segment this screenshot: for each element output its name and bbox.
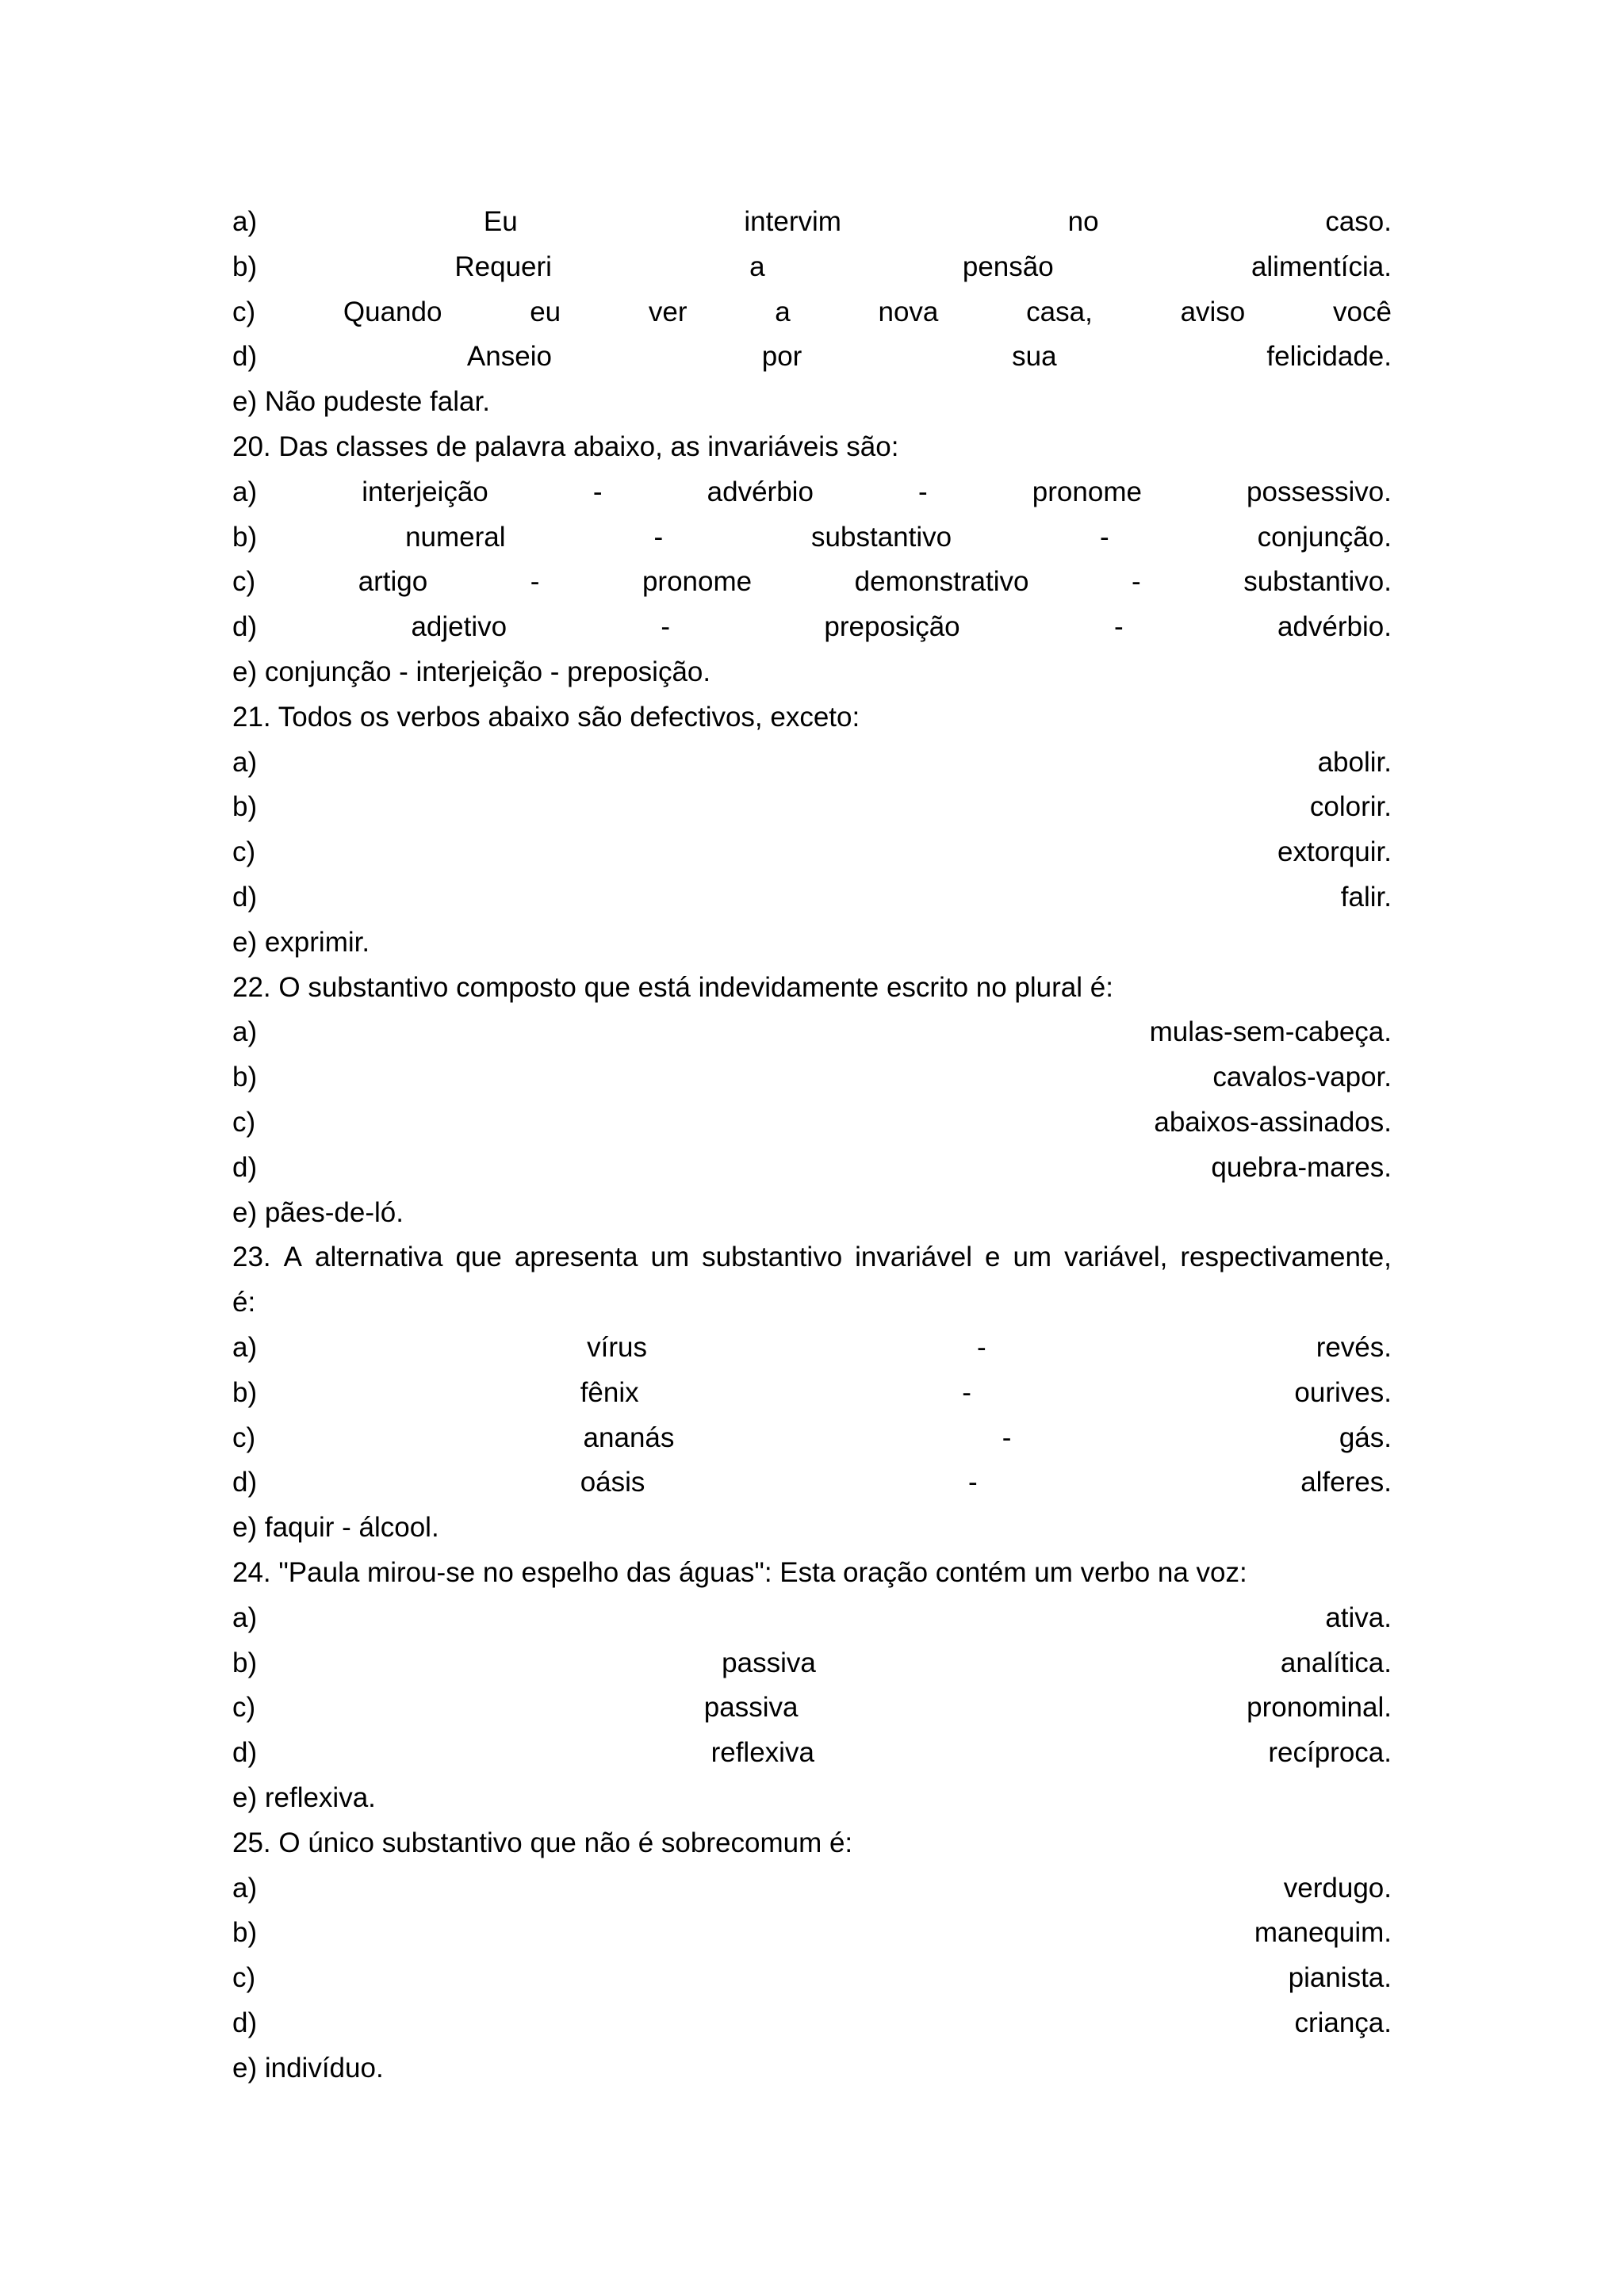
word: - xyxy=(530,566,540,598)
word: pianista. xyxy=(1288,1962,1392,1994)
option-letter: c) xyxy=(232,566,256,598)
option-letter: c) xyxy=(232,296,256,327)
answer-option-line xyxy=(232,1911,1392,1955)
answer-option-line xyxy=(232,1686,1392,1730)
word: abolir. xyxy=(1317,746,1392,778)
word: extorquir. xyxy=(1277,836,1392,868)
word: falir. xyxy=(1340,882,1392,913)
option-letter: c) xyxy=(232,1692,256,1724)
line-text: e) exprimir. xyxy=(232,926,370,958)
word: oásis xyxy=(580,1467,645,1498)
question-text: 20. Das classes de palavra abaixo, as invariáveis são: xyxy=(232,431,899,462)
word: substantivo. xyxy=(1243,566,1392,598)
option-letter: a) xyxy=(232,1332,258,1363)
answer-option-line xyxy=(232,1460,1392,1505)
word: ativa. xyxy=(1325,1601,1392,1633)
answer-option-line xyxy=(232,1596,1392,1640)
word: verdugo. xyxy=(1283,1872,1392,1904)
answer-option-line xyxy=(232,1100,1392,1145)
answer-option-line xyxy=(232,1731,1392,1775)
word: um xyxy=(1013,1242,1052,1273)
word: - xyxy=(967,1467,978,1498)
option-letter: a) xyxy=(232,1601,258,1633)
question-text: 25. O único substantivo que não é sobrecomum é: xyxy=(232,1827,853,1858)
answer-option-line xyxy=(232,200,1392,244)
word: - xyxy=(977,1332,986,1363)
text-line xyxy=(232,920,1392,965)
word: - xyxy=(918,476,928,507)
question-text: 24. "Paula mirou-se no espelho das águas": Esta oração contém um verbo na voz: xyxy=(232,1557,1247,1588)
word: - xyxy=(1002,1422,1012,1453)
word: numeral xyxy=(405,521,506,553)
answer-option-line xyxy=(232,290,1392,335)
word: criança. xyxy=(1294,2007,1392,2038)
option-letter: d) xyxy=(232,1467,258,1498)
word: - xyxy=(962,1376,971,1408)
option-letter: a) xyxy=(232,746,258,778)
word: Eu xyxy=(483,206,518,237)
option-letter: d) xyxy=(232,341,258,373)
option-letter: a) xyxy=(232,1016,258,1048)
word: felicidade. xyxy=(1266,341,1392,373)
option-letter: d) xyxy=(232,611,258,643)
word: possessivo. xyxy=(1247,476,1392,507)
word: pronome xyxy=(1032,476,1142,507)
answer-option-line xyxy=(232,1956,1392,2000)
question-text: 22. O substantivo composto que está indevidamente escrito no plural é: xyxy=(232,971,1113,1003)
option-letter: b) xyxy=(232,251,258,282)
word: ananás xyxy=(583,1422,675,1453)
answer-option-line xyxy=(232,1146,1392,1190)
word: intervim xyxy=(744,206,841,237)
answer-option-line xyxy=(232,1371,1392,1415)
option-letter: b) xyxy=(232,791,258,823)
option-letter: d) xyxy=(232,2007,258,2038)
option-letter: b) xyxy=(232,1062,258,1093)
word: reflexiva xyxy=(710,1737,814,1769)
answer-option-line xyxy=(232,740,1392,785)
word: no xyxy=(1067,206,1099,237)
word: advérbio. xyxy=(1277,611,1392,643)
word: substantivo xyxy=(811,521,952,553)
word: a xyxy=(775,296,791,327)
question-line xyxy=(232,966,1392,1010)
answer-option-line xyxy=(232,875,1392,920)
word: interjeição xyxy=(362,476,488,507)
word: alimentícia. xyxy=(1251,251,1392,282)
option-letter: a) xyxy=(232,206,258,237)
word: nova xyxy=(878,296,939,327)
word: caso. xyxy=(1325,206,1392,237)
line-text: e) indivíduo. xyxy=(232,2052,384,2084)
answer-option-line xyxy=(232,1326,1392,1370)
option-letter: c) xyxy=(232,1962,256,1994)
word: e xyxy=(985,1242,1001,1273)
word: - xyxy=(1132,566,1141,598)
question-text: 21. Todos os verbos abaixo são defectivos, exceto: xyxy=(232,701,860,733)
word: pronominal. xyxy=(1247,1692,1392,1724)
answer-option-line xyxy=(232,2001,1392,2045)
text-line xyxy=(232,650,1392,695)
word: alternativa xyxy=(314,1242,443,1273)
text-line xyxy=(232,1191,1392,1235)
word: sua xyxy=(1012,341,1057,373)
option-letter: d) xyxy=(232,882,258,913)
option-letter: c) xyxy=(232,1107,256,1138)
option-letter: b) xyxy=(232,1376,258,1408)
word: substantivo xyxy=(702,1242,843,1273)
word: adjetivo xyxy=(411,611,508,643)
answer-option-line xyxy=(232,785,1392,829)
answer-option-line xyxy=(232,1416,1392,1460)
line-text: e) Não pudeste falar. xyxy=(232,386,490,418)
word: casa, xyxy=(1026,296,1093,327)
word: manequim. xyxy=(1254,1917,1392,1949)
answer-option-line xyxy=(232,560,1392,604)
word: Quando xyxy=(343,296,442,327)
option-letter: a) xyxy=(232,1872,258,1904)
answer-option-line xyxy=(232,1866,1392,1911)
word: quebra-mares. xyxy=(1211,1151,1392,1183)
option-letter: c) xyxy=(232,836,256,868)
word: abaixos-assinados. xyxy=(1154,1107,1392,1138)
text-line xyxy=(232,2046,1392,2091)
word: um xyxy=(650,1242,690,1273)
text-line xyxy=(232,1776,1392,1820)
text-line xyxy=(232,1506,1392,1550)
answer-option-line xyxy=(232,1010,1392,1054)
question-line xyxy=(232,1551,1392,1595)
word: preposição xyxy=(824,611,960,643)
line-text: é: xyxy=(232,1287,256,1318)
option-letter: d) xyxy=(232,1737,258,1769)
word: invariável xyxy=(855,1242,973,1273)
word: analítica. xyxy=(1280,1647,1392,1678)
word: conjunção. xyxy=(1257,521,1392,553)
text-line xyxy=(232,380,1392,424)
word: - xyxy=(592,476,603,507)
word: apresenta xyxy=(514,1242,638,1273)
word: cavalos-vapor. xyxy=(1212,1062,1392,1093)
word: passiva xyxy=(703,1692,799,1724)
word: demonstrativo xyxy=(854,566,1029,598)
word: artigo xyxy=(358,566,428,598)
word: por xyxy=(761,341,802,373)
word: eu xyxy=(530,296,561,327)
word: Requeri xyxy=(454,251,552,282)
option-letter: a) xyxy=(232,476,258,507)
question-line xyxy=(232,695,1392,740)
option-letter: b) xyxy=(232,521,258,553)
line-text: e) conjunção - interjeição - preposição. xyxy=(232,656,711,687)
option-letter: b) xyxy=(232,1647,258,1678)
word: advérbio xyxy=(707,476,814,507)
answer-option-line xyxy=(232,335,1392,379)
word: - xyxy=(653,521,664,553)
line-text: e) reflexiva. xyxy=(232,1782,376,1813)
word: variável, xyxy=(1064,1242,1168,1273)
word: vírus xyxy=(587,1332,647,1363)
answer-option-line xyxy=(232,605,1392,649)
answer-option-line xyxy=(232,1055,1392,1100)
word: você xyxy=(1333,296,1392,327)
word: 23. xyxy=(232,1242,271,1273)
line-text: e) pães-de-ló. xyxy=(232,1196,404,1228)
option-letter: d) xyxy=(232,1151,258,1183)
word: alferes. xyxy=(1300,1467,1392,1498)
word: revés. xyxy=(1316,1332,1392,1363)
answer-option-line xyxy=(232,830,1392,874)
question-line xyxy=(232,1821,1392,1866)
answer-option-line xyxy=(232,1641,1392,1686)
word: - xyxy=(661,611,671,643)
word: Anseio xyxy=(466,341,552,373)
word: fênix xyxy=(580,1376,639,1408)
word: A xyxy=(283,1242,302,1273)
word: colorir. xyxy=(1309,791,1392,823)
word: que xyxy=(455,1242,502,1273)
word: mulas-sem-cabeça. xyxy=(1149,1016,1392,1048)
word: passiva xyxy=(722,1647,816,1678)
answer-option-line xyxy=(232,470,1392,515)
word: - xyxy=(1113,611,1124,643)
word: ver xyxy=(648,296,688,327)
word: a xyxy=(749,251,765,282)
word: aviso xyxy=(1180,296,1246,327)
option-letter: b) xyxy=(232,1917,258,1949)
word: ourives. xyxy=(1294,1376,1392,1408)
answer-option-line xyxy=(232,515,1392,560)
option-letter: c) xyxy=(232,1422,256,1453)
question-line xyxy=(232,425,1392,469)
text-line xyxy=(232,1280,1392,1325)
word: gás. xyxy=(1339,1422,1392,1453)
line-text: e) faquir - álcool. xyxy=(232,1512,439,1544)
question-line xyxy=(232,1235,1392,1280)
word: recíproca. xyxy=(1268,1737,1392,1769)
word: pronome xyxy=(642,566,753,598)
word: pensão xyxy=(962,251,1054,282)
word: - xyxy=(1100,521,1109,553)
word: respectivamente, xyxy=(1180,1242,1392,1273)
answer-option-line xyxy=(232,245,1392,289)
